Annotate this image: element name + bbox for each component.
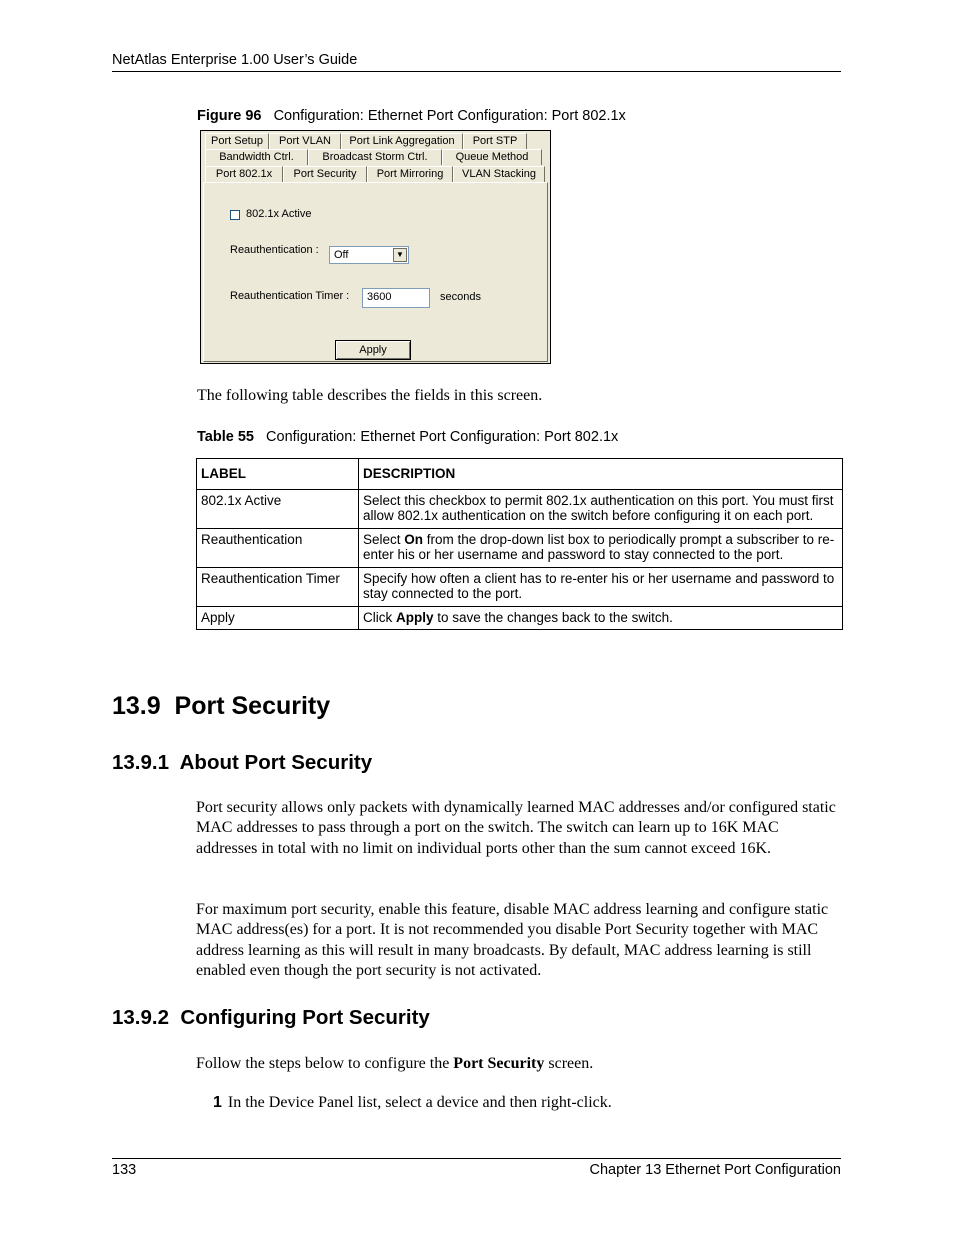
row-label: 802.1x Active [197,489,359,528]
para-text: screen. [544,1055,594,1072]
subsection-heading-config: 13.9.2 Configuring Port Security [112,1006,430,1029]
figure-label: Figure 96 [197,108,262,124]
tab-port-security[interactable]: Port Security [283,166,367,182]
section-heading: 13.9 Port Security [112,692,331,720]
desc-bold: Apply [396,609,434,625]
step-item [213,1094,612,1112]
intro-text: The following table describes the fields in this screen. [197,387,543,404]
fields-table [196,458,843,630]
row-label: Reauthentication Timer [197,567,359,606]
tab-broadcast-storm-ctrl[interactable]: Broadcast Storm Ctrl. [308,149,442,165]
header-label: LABEL [197,459,359,490]
reauthentication-timer-label: Reauthentication Timer : [230,290,350,302]
figure-caption-text: Configuration: Ethernet Port Configuration: Port 802.1x [273,108,626,124]
8021x-active-label: 802.1x Active [246,208,312,220]
table-label: Table 55 [197,429,254,445]
desc-text: Select [363,531,405,547]
para-bold: Port Security [453,1055,545,1072]
tab-bandwidth-ctrl[interactable]: Bandwidth Ctrl. [205,149,308,165]
tab-row-2 [205,149,546,165]
row-description [359,567,843,606]
8021x-active-checkbox[interactable] [230,210,240,220]
tab-row-3 [205,166,546,182]
tab-port-setup[interactable]: Port Setup [205,133,269,149]
reauthentication-label: Reauthentication : [230,244,319,256]
tab-port-vlan[interactable]: Port VLAN [269,133,341,149]
timer-unit-label: seconds [440,291,481,303]
subsection-heading-about: 13.9.1 About Port Security [112,751,373,774]
tab-content [203,182,548,362]
table-caption-text: Configuration: Ethernet Port Configuration: Port 802.1x [266,429,619,445]
tab-row-1 [205,133,546,149]
tab-queue-method[interactable]: Queue Method [442,149,542,165]
step-text: In the Device Panel list, select a device and then right-click. [227,1094,612,1111]
desc-text: Select this checkbox to permit 802.1x authentication on this port. You must first allow 802.1x authentication on the switch before configuring it on each port. [363,492,834,523]
desc-text: to save the changes back to the switch. [433,609,673,625]
paragraph: For maximum port security, enable this feature, disable MAC address learning and configure static MAC address(es) for a port. It is not recommended you disable Port Security together with MAC address learning as this will result in many broadcasts. By default, MAC address learning is still enabled even though the port security is not activated. [196,901,829,979]
footer-rule [112,1158,841,1159]
port-8021x-panel [200,130,551,364]
running-header: NetAtlas Enterprise 1.00 User’s Guide [112,52,358,68]
paragraph: Port security allows only packets with dynamically learned MAC addresses and/or configured static MAC addresses to pass through a port on the switch. The switch can learn up to 16K MAC addresses in total with no limit on individual ports other than the sum cannot exceed 16K. [196,799,836,857]
step-number: 1 [213,1094,222,1111]
reauthentication-timer-input[interactable]: 3600 [362,288,430,308]
table-row [197,606,843,630]
desc-text: Click [363,609,396,625]
header-description: DESCRIPTION [359,459,843,490]
apply-button[interactable]: Apply [335,340,411,360]
header-rule [112,71,841,72]
desc-text: Specify how often a client has to re-enter his or her username and password to stay connected to the port. [363,570,835,601]
tab-port-stp[interactable]: Port STP [463,133,527,149]
chevron-down-icon[interactable]: ▼ [393,248,407,262]
row-label: Reauthentication [197,528,359,567]
page-number: 133 [112,1162,137,1178]
reauthentication-value: Off [334,249,349,261]
tab-port-mirroring[interactable]: Port Mirroring [367,166,453,182]
para-text: Follow the steps below to configure the [196,1055,454,1072]
reauthentication-select[interactable] [329,246,409,264]
table-caption [197,429,618,445]
table-row [197,528,843,567]
tab-port-link-aggregation[interactable]: Port Link Aggregation [341,133,463,149]
figure-caption [197,108,626,124]
row-description [359,528,843,567]
footer-chapter: Chapter 13 Ethernet Port Configuration [589,1162,841,1178]
row-label: Apply [197,606,359,630]
table-header-row [197,459,843,490]
paragraph [196,1054,844,1074]
row-description [359,489,843,528]
desc-text: from the drop-down list box to periodically prompt a subscriber to re-enter his or her username and password to stay connected to the port. [363,531,835,562]
table-row [197,567,843,606]
tab-vlan-stacking[interactable]: VLAN Stacking [453,166,545,182]
tab-port-8021x[interactable]: Port 802.1x [205,166,283,182]
row-description [359,606,843,630]
desc-bold: On [404,531,424,547]
table-row [197,489,843,528]
